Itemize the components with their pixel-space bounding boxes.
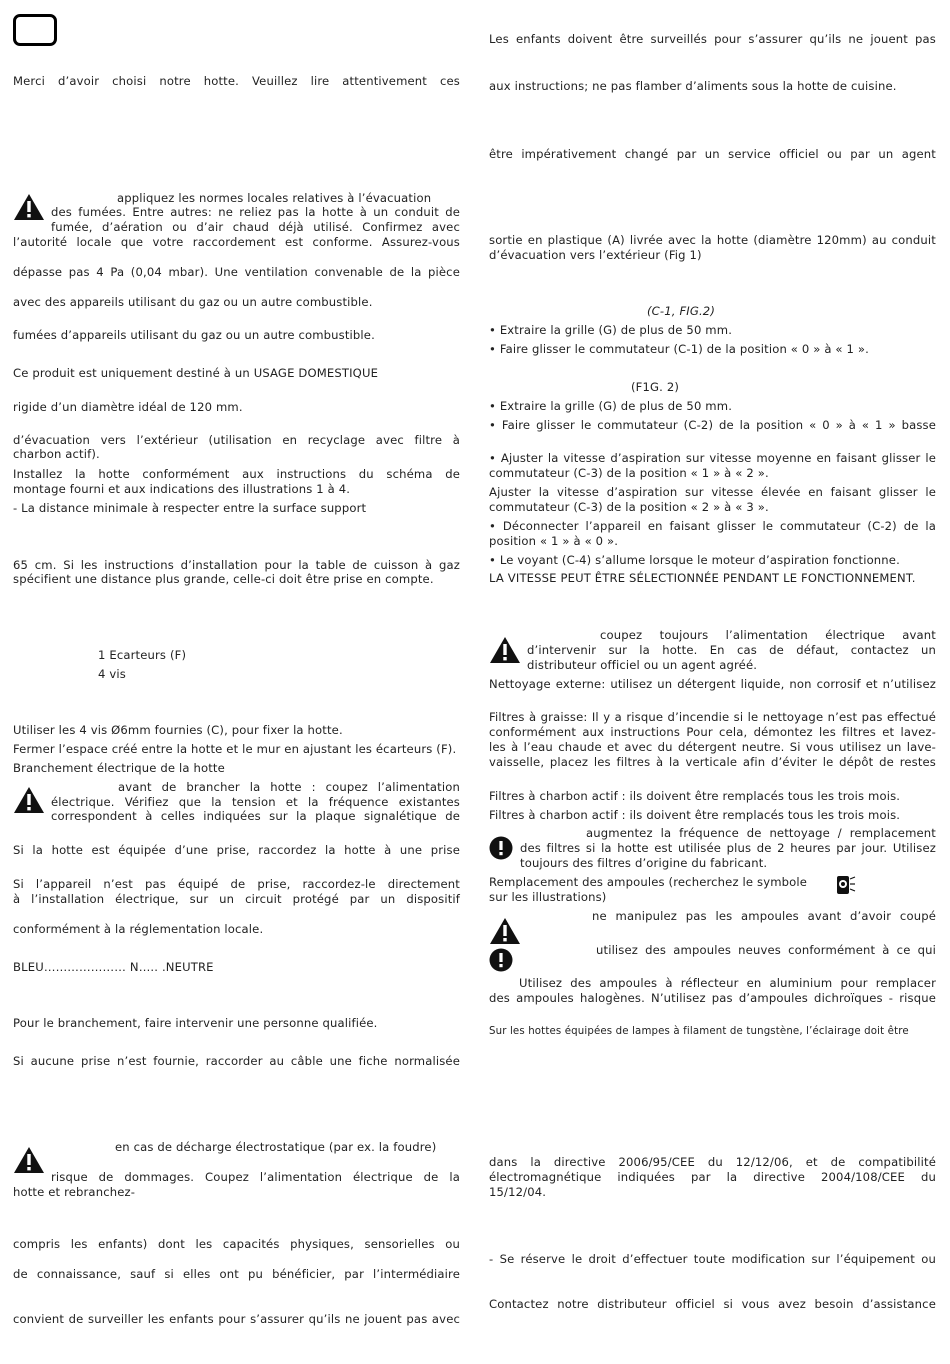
section-title-branchement: Branchement électrique de la hotte	[13, 761, 225, 775]
text-directive-line3: 15/12/04.	[489, 1185, 547, 1199]
text-surveiller-enfants: convient de surveiller les enfants pour s’assurer qu’ils ne jouent pas avec	[13, 1312, 460, 1326]
text-filtres-graisse-line1: Filtres à graisse: Il y a risque d’incendie si le nettoyage n’est pas effectué	[489, 710, 936, 724]
text-sans-prise-line2: à l’installation électrique, sur un circuit protégé par un dispositif	[13, 892, 460, 906]
intro-text: Merci d’avoir choisi notre hotte. Veuillez lire attentivement ces	[13, 74, 460, 88]
bullet-vitesse-elevee-line1: Ajuster la vitesse d’aspiration sur vitesse élevée en faisant glisser le	[489, 485, 936, 499]
bullet-deconnecter-line1: • Déconnecter l’appareil en faisant glisser le commutateur (C-2) de la	[489, 519, 936, 533]
heading-fig2: (F1G. 2)	[631, 380, 680, 394]
text-distance: - La distance minimale à respecter entre la surface support	[13, 501, 367, 515]
text-reglementation: conformément à la réglementation locale.	[13, 922, 264, 936]
text-ampoules-line1: Remplacement des ampoules (recherchez le symbole	[489, 875, 808, 889]
text-reflecteur-line2: des ampoules halogènes. N’utilisez pas d’ampoules dichroïques - risque	[489, 991, 936, 1005]
warning-triangle-icon	[13, 193, 45, 221]
bullet-extraire-grille-2: • Extraire la grille (G) de plus de 50 mm.	[489, 399, 733, 413]
text-gaz-1: avec des appareils utilisant du gaz ou un autre combustible.	[13, 295, 373, 309]
info-filtres-line1: augmentez la fréquence de nettoyage / remplacement	[586, 826, 936, 840]
text-installation-line1: Installez la hotte conformément aux instructions du schéma de	[13, 467, 460, 481]
warning-entretien-line3: distributeur officiel ou un agent agréé.	[527, 658, 758, 672]
bullet-extraire-grille-1: • Extraire la grille (G) de plus de 50 mm.	[489, 323, 733, 337]
bullet-vitesse-moyenne-line1: • Ajuster la vitesse d’aspiration sur vitesse moyenne en faisant glisser le	[489, 451, 936, 465]
text-installation-line2: montage fourni et aux indications des illustrations 1 à 4.	[13, 482, 351, 496]
text-evacuation-line1: d’évacuation vers l’extérieur (utilisation en recyclage avec filtre à	[13, 433, 460, 447]
text-reflecteur-line1: Utilisez des ampoules à réflecteur en aluminium pour remplacer	[519, 976, 936, 990]
exclamation-circle-icon	[489, 948, 513, 972]
text-ecarteurs: Fermer l’espace créé entre la hotte et le mur en ajustant les écarteurs (F).	[13, 742, 457, 756]
info-filtres-line3: toujours des filtres d’origine du fabricant.	[520, 856, 768, 870]
text-reserve-droit: - Se réserve le droit d’effectuer toute modification sur l’équipement ou	[489, 1252, 936, 1266]
kit-item-vis: 4 vis	[98, 667, 126, 681]
warning-electrostatique-line1: en cas de décharge électrostatique (par ex. la foudre)	[115, 1140, 437, 1154]
warning-triangle-icon	[13, 1146, 45, 1174]
text-sortie-line2: d’évacuation vers l’extérieur (Fig 1)	[489, 248, 702, 262]
text-enfants-surveilles: Les enfants doivent être surveillés pour s’assurer qu’ils ne jouent pas	[489, 32, 936, 46]
text-connaissance: de connaissance, sauf si elles ont pu bénéficier, par l’intermédiaire	[13, 1267, 460, 1281]
text-capacites: compris les enfants) dont les capacités physiques, sensorielles ou	[13, 1237, 460, 1251]
text-tungstene: Sur les hottes équipées de lampes à filament de tungstène, l’éclairage doit être	[489, 1026, 909, 1037]
warning-evacuation-line4: l’autorité locale que votre raccordement est conforme. Assurez-vous	[13, 235, 460, 249]
text-ampoules-line2: sur les illustrations)	[489, 890, 607, 904]
text-gaz-2: fumées d’appareils utilisant du gaz ou un autre combustible.	[13, 328, 375, 342]
kit-item-ecarteurs: 1 Ecarteurs (F)	[98, 648, 187, 662]
text-65cm-line2: spécifient une distance plus grande, celle-ci doit être prise en compte.	[13, 572, 434, 586]
warning-evacuation-line3: fumée, d’aération ou d’air chaud déjà utilisé. Confirmez avec	[51, 220, 460, 234]
bullet-commutateur-c2: • Faire glisser le commutateur (C-2) de la position « 0 » à « 1 » basse	[489, 418, 936, 432]
bullet-commutateur-c1: • Faire glisser le commutateur (C-1) de la position « 0 » à « 1 ».	[489, 342, 869, 356]
exclamation-circle-icon	[489, 836, 513, 860]
bullet-vitesse-elevee-line2: commutateur (C-3) de la position « 2 » à « 3 ».	[489, 500, 769, 514]
text-directive-line2: électromagnétique indiquées par la directive 2004/108/CEE du	[489, 1170, 936, 1184]
warning-triangle-icon	[489, 917, 521, 945]
text-vitesse-fonctionnement: LA VITESSE PEUT ÊTRE SÉLECTIONNÉE PENDANT LE FONCTIONNEMENT.	[489, 571, 916, 585]
text-directive-line1: dans la directive 2006/95/CEE du 12/12/06, et de compatibilité	[489, 1155, 936, 1169]
bullet-voyant: • Le voyant (C-4) s’allume lorsque le moteur d’aspiration fonctionne.	[489, 553, 900, 567]
text-fixation-vis: Utiliser les 4 vis Ø6mm fournies (C), pour fixer la hotte.	[13, 723, 343, 737]
text-flamber: aux instructions; ne pas flamber d’aliments sous la hotte de cuisine.	[489, 79, 897, 93]
text-filtres-graisse-line3: les à l’eau chaude et avec du détergent neutre. Si vous utilisez un lave-	[489, 740, 936, 754]
warning-evacuation-line1: appliquez les normes locales relatives à l’évacuation	[117, 191, 432, 205]
text-filtres-graisse-line2: conformément aux instructions Pour cela, démontez les filtres et lavez-	[489, 725, 936, 739]
warning-triangle-icon	[13, 786, 45, 814]
warning-triangle-icon	[489, 636, 521, 664]
text-sortie-line1: sortie en plastique (A) livrée avec la hotte (diamètre 120mm) au conduit	[489, 233, 936, 247]
text-bleu-neutre: BLEU………………… N….. .NEUTRE	[13, 960, 214, 974]
text-nettoyage-externe: Nettoyage externe: utilisez un détergent liquide, non corrosif et n’utilisez	[489, 677, 936, 691]
info-ampoules-neuves: utilisez des ampoules neuves conformément à ce qui	[596, 943, 936, 957]
text-contact-distributeur: Contactez notre distributeur officiel si vous avez besoin d’assistance	[489, 1297, 936, 1311]
warning-electrostatique-line2: risque de dommages. Coupez l’alimentation électrique de la	[51, 1170, 460, 1184]
text-cable-change: être impérativement changé par un service officiel ou par un agent	[489, 147, 936, 161]
text-personne-qualifiee: Pour le branchement, faire intervenir une personne qualifiée.	[13, 1016, 378, 1030]
warning-branchement-line3: correspondent à celles indiquées sur la plaque signalétique de	[51, 809, 460, 823]
text-evacuation-line2: charbon actif).	[13, 447, 100, 461]
warning-ampoules: ne manipulez pas les ampoules avant d’avoir coupé	[592, 909, 936, 923]
warning-electrostatique-line3: hotte et rebranchez-	[13, 1185, 136, 1199]
text-fiche-normalisee: Si aucune prise n’est fournie, raccorder au câble une fiche normalisée	[13, 1054, 460, 1068]
text-sans-prise-line1: Si l’appareil n’est pas équipé de prise, raccordez-le directement	[13, 877, 460, 891]
warning-branchement-line2: électrique. Vérifiez que la tension et la fréquence existantes	[51, 795, 460, 809]
text-prise: Si la hotte est équipée d’une prise, raccordez la hotte à une prise	[13, 843, 460, 857]
warning-entretien-line1: coupez toujours l’alimentation électrique avant	[600, 628, 936, 642]
bullet-deconnecter-line2: position « 1 » à « 0 ».	[489, 534, 619, 548]
text-usage-domestique: Ce produit est uniquement destiné à un USAGE DOMESTIQUE	[13, 366, 379, 380]
bullet-vitesse-moyenne-line2: commutateur (C-3) de la position « 1 » à « 2 ».	[489, 466, 769, 480]
warning-evacuation-line2: des fumées. Entre autres: ne reliez pas la hotte à un conduit de	[51, 205, 460, 219]
warning-branchement-line1: avant de brancher la hotte : coupez l’alimentation	[118, 780, 460, 794]
text-filtres-graisse-line4: vaisselle, placez les filtres à la verticale afin d’éviter le dépôt de restes	[489, 755, 936, 769]
text-conduit-rigide: rigide d’un diamètre idéal de 120 mm.	[13, 400, 243, 414]
language-box-icon	[13, 14, 57, 46]
text-pression: dépasse pas 4 Pa (0,04 mbar). Une ventilation convenable de la pièce	[13, 265, 460, 279]
heading-c1-fig2: (C-1, FIG.2)	[647, 304, 716, 318]
text-filtres-charbon-1: Filtres à charbon actif : ils doivent être remplacés tous les trois mois.	[489, 789, 901, 803]
text-65cm-line1: 65 cm. Si les instructions d’installation pour la table de cuisson à gaz	[13, 558, 460, 572]
warning-entretien-line2: d’intervenir sur la hotte. En cas de défaut, contactez un	[527, 643, 936, 657]
info-filtres-line2: des filtres si la hotte est utilisée plus de 2 heures par jour. Utilisez	[520, 841, 936, 855]
text-filtres-charbon-2: Filtres à charbon actif : ils doivent être remplacés tous les trois mois.	[489, 808, 901, 822]
